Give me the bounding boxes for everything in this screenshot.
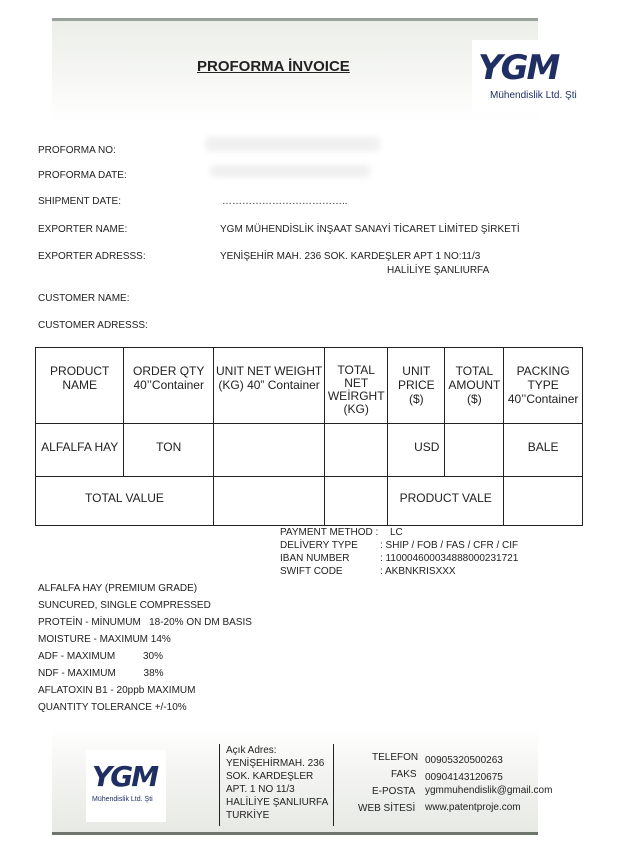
iban-label: IBAN NUMBER bbox=[280, 553, 350, 564]
exporter-address-value-2: HALİLİYE ŞANLIURFA bbox=[387, 265, 490, 276]
header-text: UNIT bbox=[402, 364, 431, 378]
proforma-no-value bbox=[205, 137, 380, 151]
logo-mark: YGM bbox=[478, 48, 559, 88]
footer-address-line: HALİLİYE ŞANLIURFA bbox=[226, 797, 329, 808]
proforma-date-value bbox=[210, 165, 370, 177]
cell-unit-price: USD bbox=[388, 424, 445, 477]
header-text: PRICE bbox=[397, 378, 435, 392]
header-text: NAME bbox=[62, 378, 98, 392]
proforma-date-label: PROFORMA DATE: bbox=[38, 170, 127, 181]
logo-subtitle: Mühendislik Ltd. Şti bbox=[92, 796, 153, 803]
delivery-type-value: : SHIP / FOB / FAS / CFR / CIF bbox=[380, 540, 519, 551]
swift-label: SWIFT CODE bbox=[280, 566, 343, 577]
footer-address-title: Açık Adres: bbox=[226, 745, 277, 756]
email-label: E-POSTA bbox=[372, 786, 416, 797]
shipment-date-value: ……………………………….. bbox=[222, 196, 348, 207]
footer-divider bbox=[333, 744, 334, 826]
header-packing-type bbox=[504, 348, 583, 424]
header-text: ORDER QTY bbox=[133, 364, 205, 378]
exporter-address-label: EXPORTER ADRESSS: bbox=[38, 251, 146, 262]
cell-unit-net-weight bbox=[213, 424, 324, 477]
product-vale-label: PRODUCT VALE bbox=[388, 477, 504, 526]
table-row bbox=[36, 424, 583, 477]
totals-row bbox=[36, 477, 583, 526]
header-unit-net-weight bbox=[213, 348, 324, 424]
payment-method-value: LC bbox=[390, 527, 403, 538]
total-cell bbox=[504, 477, 583, 526]
company-logo bbox=[472, 40, 602, 112]
cell-packing-type: BALE bbox=[504, 424, 583, 477]
footer-divider bbox=[219, 744, 220, 826]
header-total-net-weight bbox=[325, 348, 388, 424]
footer-address-line: APT. 1 NO 11/3 bbox=[226, 784, 295, 795]
delivery-type-label: DELİVERY TYPE bbox=[280, 540, 358, 551]
exporter-name-value: YGM MÜHENDİSLİK İNŞAAT SANAYİ TİCARET LİMİTED ŞİRKETİ bbox=[220, 224, 520, 235]
cell-total-amount bbox=[445, 424, 504, 477]
website-label: WEB SİTESİ bbox=[358, 803, 416, 814]
invoice-table bbox=[35, 347, 583, 526]
proforma-no-label: PROFORMA NO: bbox=[38, 145, 116, 156]
header-text: ($) bbox=[408, 392, 424, 406]
header-text: PACKING bbox=[516, 364, 570, 378]
spec-line: PROTEİN - MİNUMUM 18-20% ON DM BASIS bbox=[38, 617, 252, 628]
fax-label: FAKS bbox=[391, 769, 417, 780]
logo-mark: YGM bbox=[92, 760, 158, 793]
footer-address-line: YENİŞEHİRMAH. 236 bbox=[226, 758, 325, 769]
website-value[interactable]: www.patentproje.com bbox=[425, 802, 521, 813]
header-text: WEİRGHT bbox=[327, 389, 385, 403]
cell-product-name: ALFALFA HAY bbox=[36, 424, 124, 477]
logo-subtitle: Mühendislik Ltd. Şti bbox=[490, 90, 577, 101]
header-text: 40’’Container bbox=[507, 392, 579, 406]
header-text: UNIT NET WEIGHT bbox=[216, 364, 323, 378]
product-specs bbox=[38, 583, 252, 719]
header-product-name bbox=[36, 348, 124, 424]
total-cell bbox=[213, 477, 324, 526]
header-text: 40’’Container bbox=[133, 378, 204, 392]
exporter-address-value: YENİŞEHİR MAH. 236 SOK. KARDEŞLER APT 1 NO:11/3 bbox=[220, 251, 481, 262]
phone-label: TELEFON bbox=[372, 752, 419, 763]
cell-order-qty: TON bbox=[124, 424, 214, 477]
cell-total-net-weight bbox=[325, 424, 388, 477]
shipment-date-label: SHIPMENT DATE: bbox=[38, 196, 121, 207]
customer-name-label: CUSTOMER NAME: bbox=[38, 293, 130, 304]
spec-line: NDF - MAXIMUM 38% bbox=[38, 668, 164, 679]
email-value[interactable]: ygmmuhendislik@gmail.com bbox=[425, 785, 553, 796]
spec-line: MOISTURE - MAXIMUM 14% bbox=[38, 634, 171, 645]
table-header-row bbox=[36, 348, 583, 424]
header-text: TYPE bbox=[527, 378, 559, 392]
header-text: TOTAL bbox=[337, 363, 375, 377]
header-text: (KG) bbox=[343, 402, 369, 416]
phone-value: 00905320500263 bbox=[425, 755, 503, 766]
footer-logo bbox=[86, 750, 166, 822]
header-order-qty bbox=[124, 348, 214, 424]
header-total-amount bbox=[445, 348, 504, 424]
footer-address-line: SOK. KARDEŞLER bbox=[226, 771, 314, 782]
header-text: TOTAL bbox=[455, 364, 494, 378]
exporter-name-label: EXPORTER NAME: bbox=[38, 224, 128, 235]
spec-line: AFLATOXIN B1 - 20ppb MAXIMUM bbox=[38, 685, 196, 696]
header-text: AMOUNT bbox=[448, 378, 501, 392]
spec-line: SUNCURED, SINGLE COMPRESSED bbox=[38, 600, 211, 611]
spec-line: ADF - MAXIMUM 30% bbox=[38, 651, 164, 662]
footer-address-line: TURKİYE bbox=[226, 810, 270, 821]
total-value-label: TOTAL VALUE bbox=[36, 477, 214, 526]
header-text: (KG) 40” Container bbox=[218, 378, 320, 392]
customer-address-label: CUSTOMER ADRESSS: bbox=[38, 320, 148, 331]
header-unit-price bbox=[388, 348, 445, 424]
swift-value: : AKBNKRISXXX bbox=[380, 566, 456, 577]
header-text: ($) bbox=[467, 392, 482, 406]
total-cell bbox=[325, 477, 388, 526]
spec-line: ALFALFA HAY (PREMIUM GRADE) bbox=[38, 583, 198, 594]
header-text: NET bbox=[344, 376, 369, 390]
payment-method-label: PAYMENT METHOD : bbox=[280, 527, 379, 538]
spec-line: QUANTITY TOLERANCE +/-10% bbox=[38, 702, 187, 713]
page-title: PROFORMA İNVOICE bbox=[197, 58, 350, 75]
iban-value: : 110004600034888000231721 bbox=[380, 553, 519, 564]
fax-value: 00904143120675 bbox=[425, 772, 503, 783]
header-text: PRODUCT bbox=[50, 364, 110, 378]
